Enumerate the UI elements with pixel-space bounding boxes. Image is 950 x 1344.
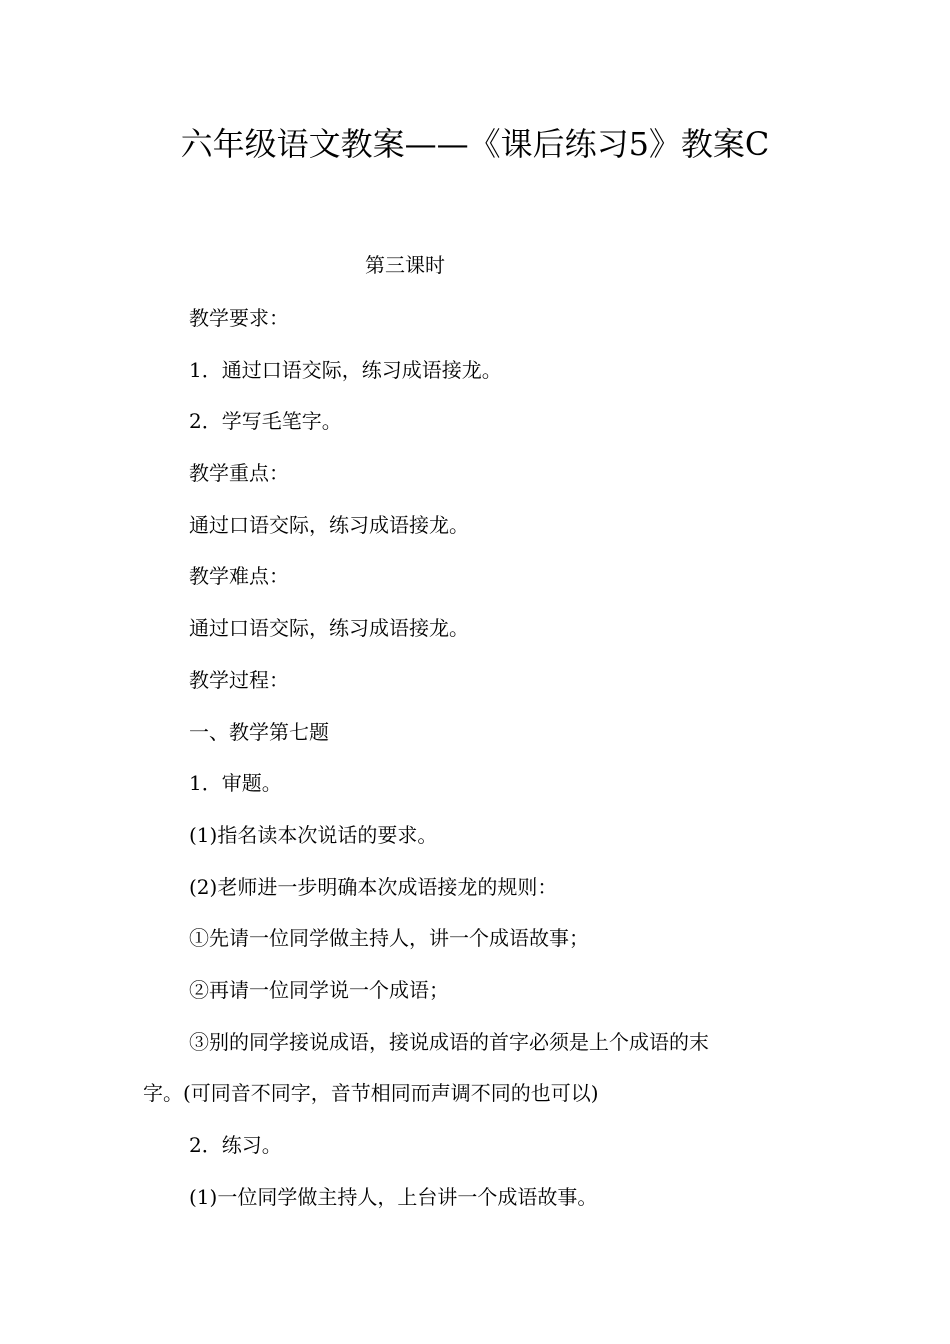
body-line: 2．练习。: [189, 1133, 282, 1157]
body-line: ②再请一位同学说一个成语；: [189, 977, 449, 1002]
body-line: 一、教学第七题: [189, 719, 329, 744]
body-line: 教学重点：: [189, 461, 289, 486]
body-line: 教学难点：: [189, 564, 289, 589]
body-line: 1．审题。: [189, 771, 282, 796]
body-line: (1)一位同学做主持人，上台讲一个成语故事。: [189, 1184, 598, 1209]
body-line: 通过口语交际，练习成语接龙。: [189, 512, 469, 537]
body-line: (2)老师进一步明确本次成语接龙的规则：: [189, 874, 558, 899]
body-line: 教学过程：: [189, 667, 289, 692]
body-line: (1)指名读本次说话的要求。: [189, 822, 438, 847]
body-line: 通过口语交际，练习成语接龙。: [189, 616, 469, 641]
lesson-period-heading: 第三课时: [365, 253, 445, 277]
body-line: ①先请一位同学做主持人，讲一个成语故事；: [189, 926, 589, 951]
body-line: 字。(可同音不同字，音节相同而声调不同的也可以): [143, 1081, 599, 1106]
body-line: ③别的同学接说成语，接说成语的首字必须是上个成语的末: [189, 1029, 709, 1054]
body-line: 教学要求：: [189, 306, 289, 330]
document-title: 六年级语文教案——《课后练习5》教案C: [180, 125, 770, 163]
body-line: 2．学写毛笔字。: [189, 409, 342, 434]
body-line: 1．通过口语交际，练习成语接龙。: [189, 357, 502, 382]
lesson-body: [143, 301, 803, 1231]
